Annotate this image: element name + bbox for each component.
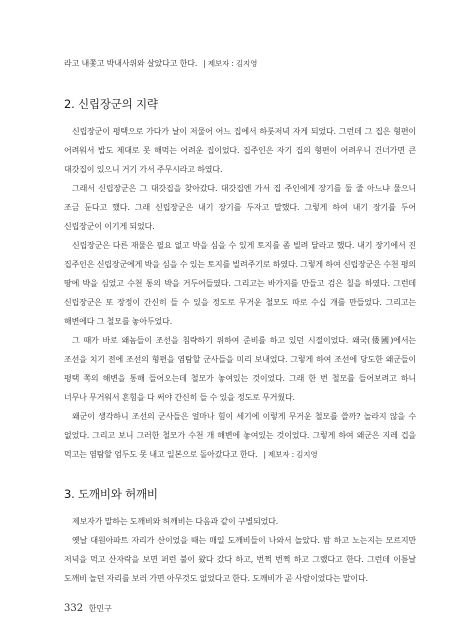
page-footer bbox=[64, 603, 112, 614]
section-3-paragraph-1: 제보자가 말하는 도깨비와 허깨비는 다음과 같이 구별되었다. bbox=[72, 517, 279, 526]
section-3-paragraph-2: 옛날 대원아파트 자리가 산이었을 때는 매일 도깨비들이 나와서 놀았다. 밤 하고 노는지는 모르지만 저녁을 먹고 산자락을 보면 퍼런 불이 왔다 갔다 하고, 번쩍 번쩍 하고 그랬다고 한다. 그런데 이튿날 도깨비 놀던 자리를 보러 가면 아무것도 없었다고 한다. 도깨비가 곧 사람이었다는 말이다. bbox=[64, 536, 416, 583]
section-2-title: 2. 신립장군의 지략 bbox=[64, 97, 158, 111]
intro-source: | 제보자 : 김지영 bbox=[203, 59, 258, 68]
section-2-paragraph-5-text: 왜군이 생각하니 조선의 군사들은 얼마나 힘이 세기에 이렇게 무거운 철모를 쓸까? 놀라지 않을 수 없었다. 그리고 보니 그러한 철모가 수천 개 해변에 놓여있는 것이었다. 그렇게 하여 왜군은 지레 겁을 먹고는 염탐할 엄두도 못 내고 일본으로 돌아갔다고 한다. bbox=[64, 412, 416, 459]
section-2-paragraph-3: 신립장군은 다른 재물은 필요 없고 박을 심을 수 있게 토지를 좀 빌려 달라고 했다. 내기 장기에서 진 집주인은 신립장군에게 박을 심을 수 있는 토지를 빌려주기로 하였다. 그렇게 하여 신립장군은 수천 평의 땅에 박을 심었고 수천 통의 박을 거두어들였다. 그리고는 바가지를 만들고 검은 칠을 하였다. 그런데 신립장군은 또 장정이 간신히 들 수 있을 정도로 무거운 철모도 따로 수십 개를 만들었다. 그리고는 해변에다 그 철모를 놓아두었다. bbox=[64, 241, 416, 326]
book-title: 한민구 bbox=[88, 604, 112, 613]
page-body bbox=[64, 54, 416, 588]
section-3-title: 3. 도깨비와 허깨비 bbox=[64, 487, 158, 501]
section-2-source: | 제보자 : 김지영 bbox=[263, 450, 318, 459]
page-number: 332 bbox=[64, 603, 84, 614]
section-2-paragraph-5 bbox=[64, 407, 416, 464]
intro-text: 라고 내쫓고 박내사위와 살았다고 한다. bbox=[64, 59, 198, 68]
section-2-paragraph-4: 그 때가 바로 왜놈들이 조선을 침략하기 위하여 준비를 하고 있던 시절이었다. 왜국(倭國)에서는 조선을 치기 전에 조선의 형편을 염탐할 군사들을 미리 보내었다. 그렇게 하여 조선에 당도한 왜군들이 평택 쪽의 해변을 통해 들어오는데 철모가 놓여있는 것이었다. 그래 한 번 철모를 들어보려고 하니 너무나 무거워서 혼힘을 다 써야 간신히 들 수 있을 정도로 무거웠다. bbox=[64, 336, 416, 402]
section-2-paragraph-1: 신립장군이 평택으로 가다가 날이 저물어 어느 집에서 하룻저녁 자게 되었다. 그런데 그 집은 형편이 어려워서 밥도 제대로 못 해먹는 어려운 집이었다. 집주인은 자기 집의 형편이 어려우니 건너가면 큰 대갓집이 있으니 거기 가서 주무시라고 하였다. bbox=[64, 127, 416, 174]
intro-paragraph bbox=[64, 54, 416, 73]
section-2-paragraph-2: 그래서 신립장군은 그 대갓집을 찾아갔다. 대갓집엔 가서 집 주인에게 장기를 둘 줄 아느냐 물으니 조금 둔다고 했다. 그래 신립장군은 내기 장기를 두자고 말했다. 그렇게 하여 내기 장기를 두어 신립장군이 이기게 되었다. bbox=[64, 184, 416, 231]
